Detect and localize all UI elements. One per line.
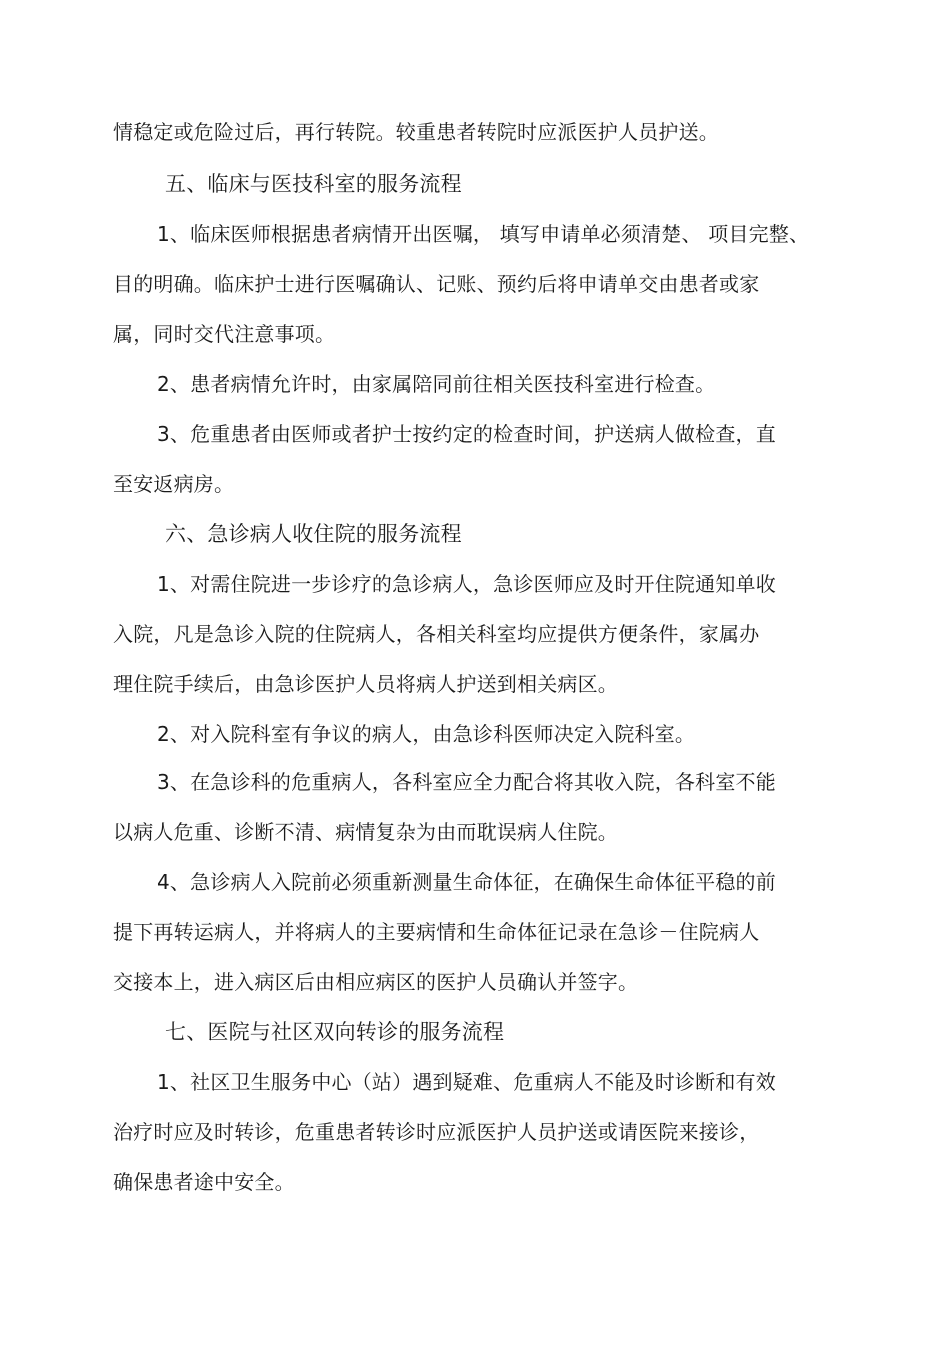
text-line: 情稳定或危险过后，再行转院。较重患者转院时应派医护人员护送。	[113, 120, 719, 144]
text-line: 入院，凡是急诊入院的住院病人，各相关科室均应提供方便条件，家属办	[113, 622, 760, 646]
text-line: 1、社区卫生服务中心（站）遇到疑难、危重病人不能及时诊断和有效	[157, 1070, 776, 1094]
section-heading-5: 五、临床与医技科室的服务流程	[165, 172, 462, 196]
text-line: 2、患者病情允许时，由家属陪同前往相关医技科室进行检查。	[157, 372, 716, 396]
section-heading-7: 七、医院与社区双向转诊的服务流程	[165, 1020, 505, 1044]
text-line: 理住院手续后，由急诊医护人员将病人护送到相关病区。	[113, 672, 618, 696]
text-line: 4、急诊病人入院前必须重新测量生命体征，在确保生命体征平稳的前	[157, 870, 776, 894]
section-heading-6: 六、急诊病人收住院的服务流程	[165, 522, 462, 546]
text-line: 治疗时应及时转诊，危重患者转诊时应派医护人员护送或请医院来接诊，	[113, 1120, 760, 1144]
text-line: 以病人危重、诊断不清、病情复杂为由而耽误病人住院。	[113, 820, 618, 844]
text-line: 1、对需住院进一步诊疗的急诊病人，急诊医师应及时开住院通知单收	[157, 572, 776, 596]
text-line: 确保患者途中安全。	[113, 1170, 295, 1194]
text-line: 3、危重患者由医师或者护士按约定的检查时间，护送病人做检查，直	[157, 422, 776, 446]
text-line: 1、临床医师根据患者病情开出医嘱， 填写申请单必须清楚、 项目完整、	[157, 222, 810, 246]
text-line: 目的明确。临床护士进行医嘱确认、记账、预约后将申请单交由患者或家	[113, 272, 760, 296]
text-line: 至安返病房。	[113, 472, 235, 496]
text-line: 2、对入院科室有争议的病人，由急诊科医师决定入院科室。	[157, 722, 696, 746]
text-line: 提下再转运病人，并将病人的主要病情和生命体征记录在急诊－住院病人	[113, 920, 760, 944]
text-line: 属，同时交代注意事项。	[113, 322, 336, 346]
text-line: 交接本上，进入病区后由相应病区的医护人员确认并签字。	[113, 970, 639, 994]
text-line: 3、在急诊科的危重病人，各科室应全力配合将其收入院，各科室不能	[157, 770, 776, 794]
